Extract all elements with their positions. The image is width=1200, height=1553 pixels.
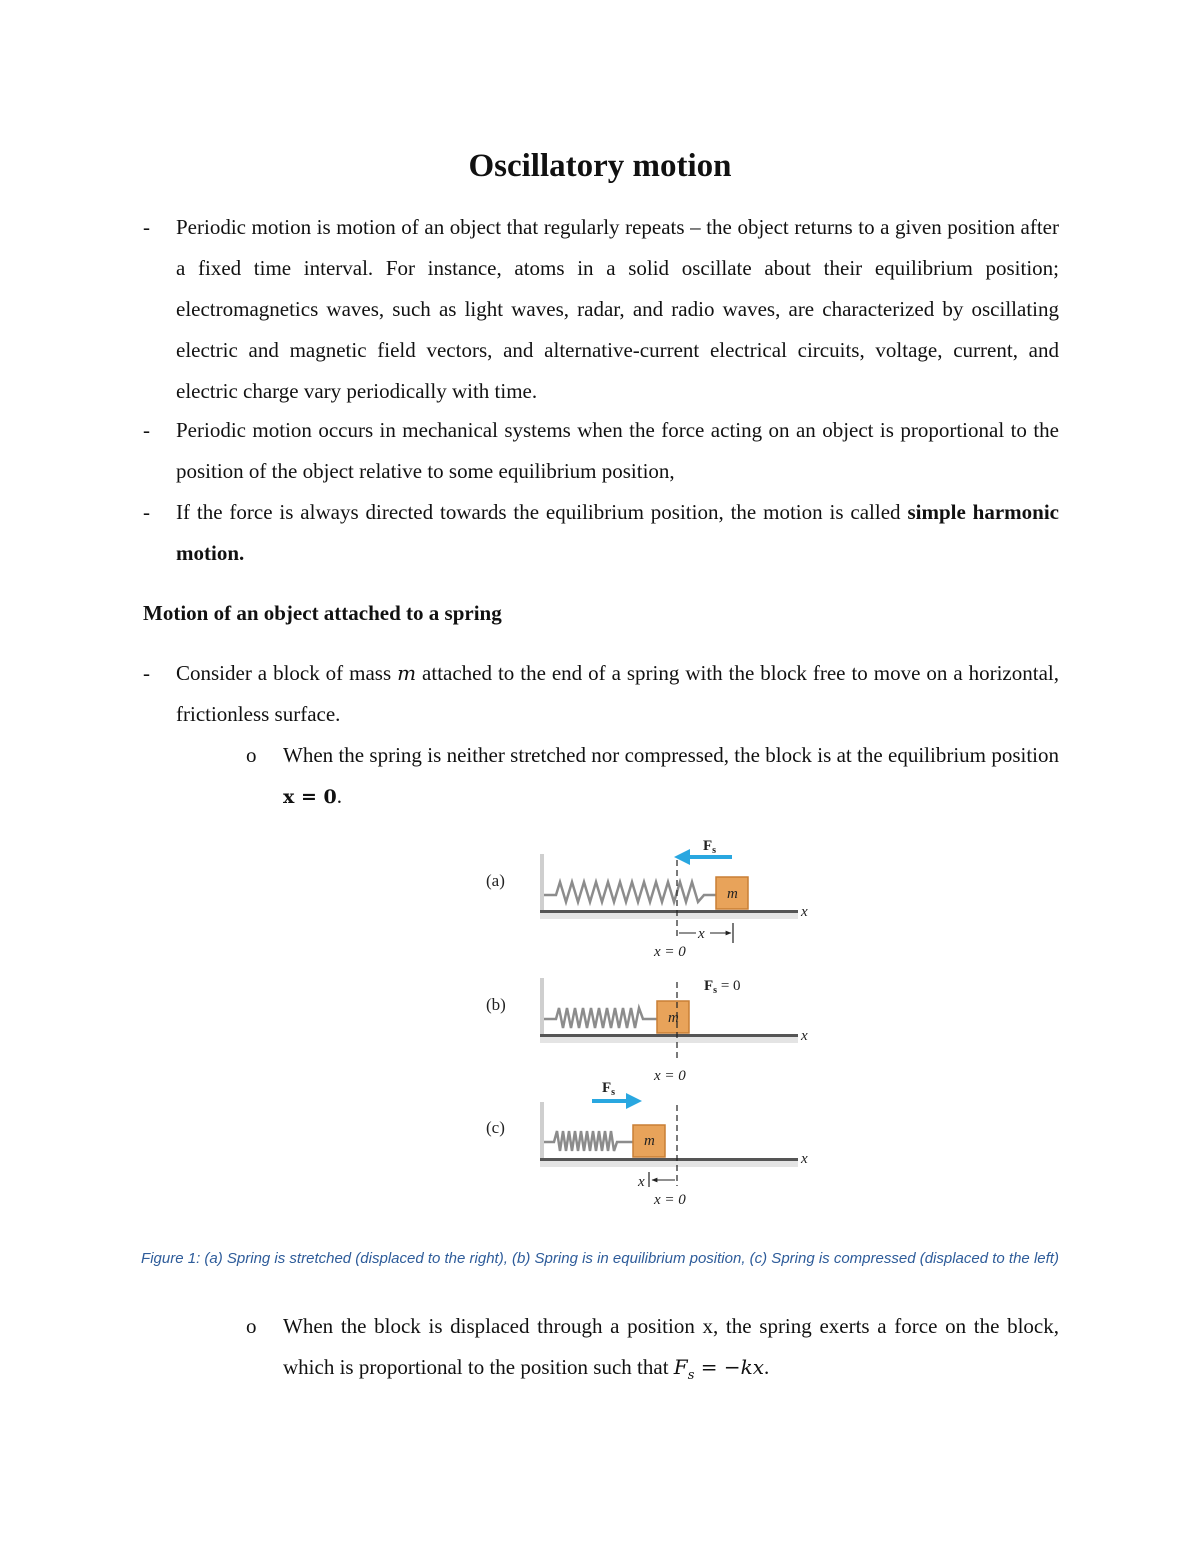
bullet-marker: - xyxy=(143,500,150,524)
section-heading: Motion of an object attached to a spring xyxy=(143,601,502,625)
panel-c-label: (c) xyxy=(486,1118,505,1137)
axis-a-label: x xyxy=(801,904,808,920)
spring-c xyxy=(544,1131,633,1151)
panel-c xyxy=(486,1080,808,1208)
shm-term: simple harmonic motion. xyxy=(176,500,1059,565)
paragraph-shm xyxy=(176,492,1059,574)
paragraph-spring-block xyxy=(176,653,1059,735)
force-a-label: $F_s$ xyxy=(703,838,717,856)
wall-b xyxy=(540,978,544,1036)
panel-b xyxy=(486,978,808,1084)
sub-bullet-marker: o xyxy=(246,743,257,767)
block-a-label: m xyxy=(727,886,738,902)
floor-shadow-c xyxy=(540,1161,798,1167)
equilibrium-c-label: x = 0 xyxy=(654,1192,686,1208)
wall-c xyxy=(540,1102,544,1160)
floor-c xyxy=(540,1158,798,1161)
spring-text-after: attached to the end of a spring with the block free to move on a horizontal, frictionless surface. xyxy=(176,661,1059,726)
equilibrium-math: x = 0 xyxy=(283,786,337,808)
paragraph-spring-force xyxy=(283,1306,1059,1396)
spring-a xyxy=(544,882,716,902)
sub-bullet-marker: o xyxy=(246,1314,257,1338)
equilibrium-text: When the spring is neither stretched nor compressed, the block is at the equilibrium position xyxy=(283,743,1059,767)
panel-a-label: (a) xyxy=(486,871,505,890)
spring-figure xyxy=(470,830,830,1210)
force-b-label: $F_s = 0$ xyxy=(704,978,741,996)
shm-text: If the force is always directed towards the equilibrium position, the motion is called xyxy=(176,500,908,524)
spring-force-text: When the block is displaced through a position x, the spring exerts a force on the block, which is proportional to the position such that xyxy=(283,1314,1059,1379)
panel-b-label: (b) xyxy=(486,995,506,1014)
paragraph-mechanical-systems: Periodic motion occurs in mechanical systems when the force acting on an object is proportional to the position of the object relative to some equilibrium position, xyxy=(176,418,1059,483)
paragraph-equilibrium xyxy=(283,735,1059,818)
spring-diagram xyxy=(470,830,830,1210)
spring-force-period: . xyxy=(764,1355,770,1379)
axis-c-label: x xyxy=(801,1151,808,1167)
spring-force-math: $F_s = -kx$ xyxy=(673,1355,764,1383)
mass-symbol: m xyxy=(397,661,417,685)
floor-b xyxy=(540,1034,798,1037)
page-title: Oscillatory motion xyxy=(468,148,732,184)
bullet-marker: - xyxy=(143,418,150,442)
figure-caption: Figure 1: (a) Spring is stretched (displaced to the right), (b) Spring is in equilibrium position, (c) Spring is compressed (displaced to the left) xyxy=(141,1250,1059,1267)
paragraph-periodic-motion: Periodic motion is motion of an object that regularly repeats – the object returns to a given position after a fixed time interval. For instance, atoms in a solid oscillate about their equilibrium position; electromagnetics waves, such as light waves, radar, and radio waves, are characterized by oscillating electric and magnetic field vectors, and alternative-current electrical circuits, voltage, current, and electric charge vary periodically with time. xyxy=(176,215,1059,403)
floor-shadow-a xyxy=(540,913,798,919)
bullet-marker: - xyxy=(143,661,150,685)
axis-b-label: x xyxy=(801,1028,808,1044)
equilibrium-period: . xyxy=(336,784,342,808)
block-c-label: m xyxy=(644,1133,655,1149)
block-b-label: m xyxy=(668,1010,679,1026)
bullet-marker: - xyxy=(143,215,150,239)
spring-b xyxy=(544,1008,657,1028)
wall-a xyxy=(540,854,544,912)
displacement-c-label: x xyxy=(638,1174,645,1190)
panel-a xyxy=(486,838,808,960)
force-c-label: $F_s$ xyxy=(602,1080,616,1098)
displacement-a-label: x xyxy=(698,926,705,942)
floor-shadow-b xyxy=(540,1037,798,1043)
spring-text-before: Consider a block of mass xyxy=(176,661,398,685)
equilibrium-b-label: x = 0 xyxy=(654,1068,686,1084)
equilibrium-a-label: x = 0 xyxy=(654,944,686,960)
floor-a xyxy=(540,910,798,913)
